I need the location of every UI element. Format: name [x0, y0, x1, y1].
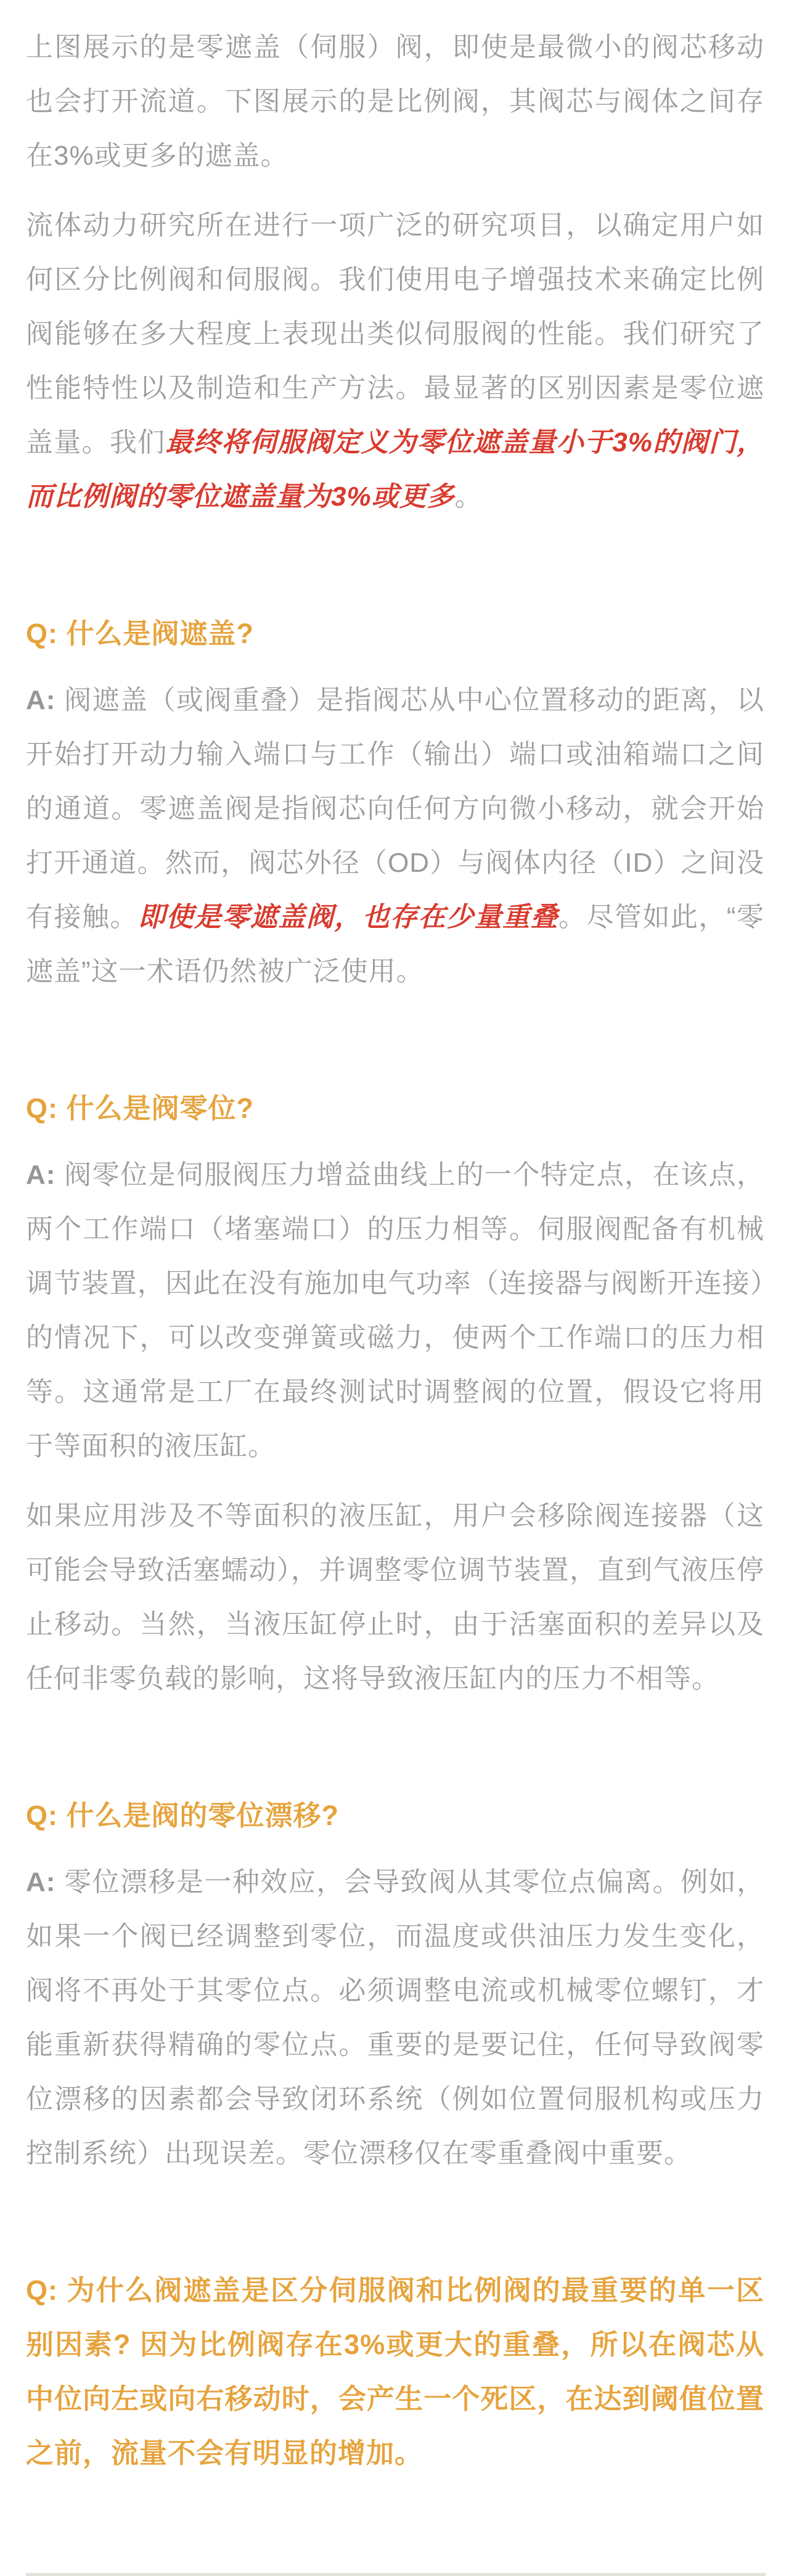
question-2-heading: Q: 什么是阀零位?	[26, 1093, 254, 1124]
answer-1-lead-text: 阀遮盖（或阀重叠）是指阀芯从中心位置移动的距离，以开始打开动力输入端口与工作（输出）端口或油箱端口之间的通道。零遮盖阀是指阀芯向任何方向微小移动，就会开始打开通道。然而，阀芯外径（OD）与阀体内径（ID）之间没有接触。	[26, 685, 764, 932]
research-highlight-text: 最终将伺服阀定义为零位遮盖量小于3%的阀门，而比例阀的零位遮盖量为3%或更多	[26, 427, 765, 512]
answer-1-highlight-text: 即使是零遮盖阀，也存在少量重叠	[137, 902, 559, 932]
answer-3-paragraph	[26, 1855, 764, 2181]
answer-2-prefix: A:	[26, 1160, 56, 1190]
answer-1-paragraph	[26, 673, 764, 999]
question-1-heading: Q: 什么是阀遮盖?	[26, 618, 254, 649]
question-3-heading: Q: 什么是阀的零位漂移?	[26, 1800, 339, 1831]
answer-1-prefix: A:	[26, 685, 56, 715]
research-lead-text: 流体动力研究所在进行一项广泛的研究项目，以确定用户如何区分比例阀和伺服阀。我们使用电子增强技术来确定比例阀能够在多大程度上表现出类似伺服阀的性能。我们研究了性能特性以及制造和生产方法。最显著的区别因素是零位遮盖量。我们	[26, 210, 764, 457]
research-paragraph	[26, 199, 764, 524]
intro-paragraph	[26, 20, 764, 183]
answer-2-followup-text: 如果应用涉及不等面积的液压缸，用户会移除阀连接器（这可能会导致活塞蠕动），并调整零位调节装置，直到气液压停止移动。当然，当液压缸停止时，由于活塞面积的差异以及任何非零负载的影响，这将导致液压缸内的压力不相等。	[26, 1501, 764, 1694]
next-line-cutoff-artifact	[26, 2573, 766, 2576]
answer-2-followup-paragraph	[26, 1489, 764, 1706]
answer-1-tail-text: 。尽管如此，“零遮盖”这一术语仍然被广泛使用。	[26, 902, 765, 987]
question-4-text: Q: 为什么阀遮盖是区分伺服阀和比例阀的最重要的单一区别因素? 因为比例阀存在3%或更大的重叠，所以在阀芯从中位向左或向右移动时，会产生一个死区，在达到阈值位置之前，流量不会有明显的增加。	[26, 2275, 764, 2469]
answer-3-body-text: 零位漂移是一种效应，会导致阀从其零位点偏离。例如，如果一个阀已经调整到零位，而温度或供油压力发生变化，阀将不再处于其零位点。必须调整电流或机械零位螺钉，才能重新获得精确的零位点。重要的是要记住，任何导致阀零位漂移的因素都会导致闭环系统（例如位置伺服机构或压力控制系统）出现误差。零位漂移仅在零重叠阀中重要。	[26, 1867, 764, 2168]
research-tail-text: 。	[454, 482, 483, 512]
answer-2-body-text: 阀零位是伺服阀压力增益曲线上的一个特定点，在该点，两个工作端口（堵塞端口）的压力相等。伺服阀配备有机械调节装置，因此在没有施加电气功率（连接器与阀断开连接）的情况下，可以改变弹簧或磁力，使两个工作端口的压力相等。这通常是工厂在最终测试时调整阀的位置，假设它将用于等面积的液压缸。	[26, 1160, 764, 1461]
answer-3-prefix: A:	[26, 1867, 56, 1897]
intro-text: 上图展示的是零遮盖（伺服）阀，即使是最微小的阀芯移动也会打开流道。下图展示的是比例阀，其阀芯与阀体之间存在3%或更多的遮盖。	[26, 32, 764, 171]
answer-2-paragraph	[26, 1148, 764, 1474]
question-4-paragraph	[26, 2263, 764, 2480]
